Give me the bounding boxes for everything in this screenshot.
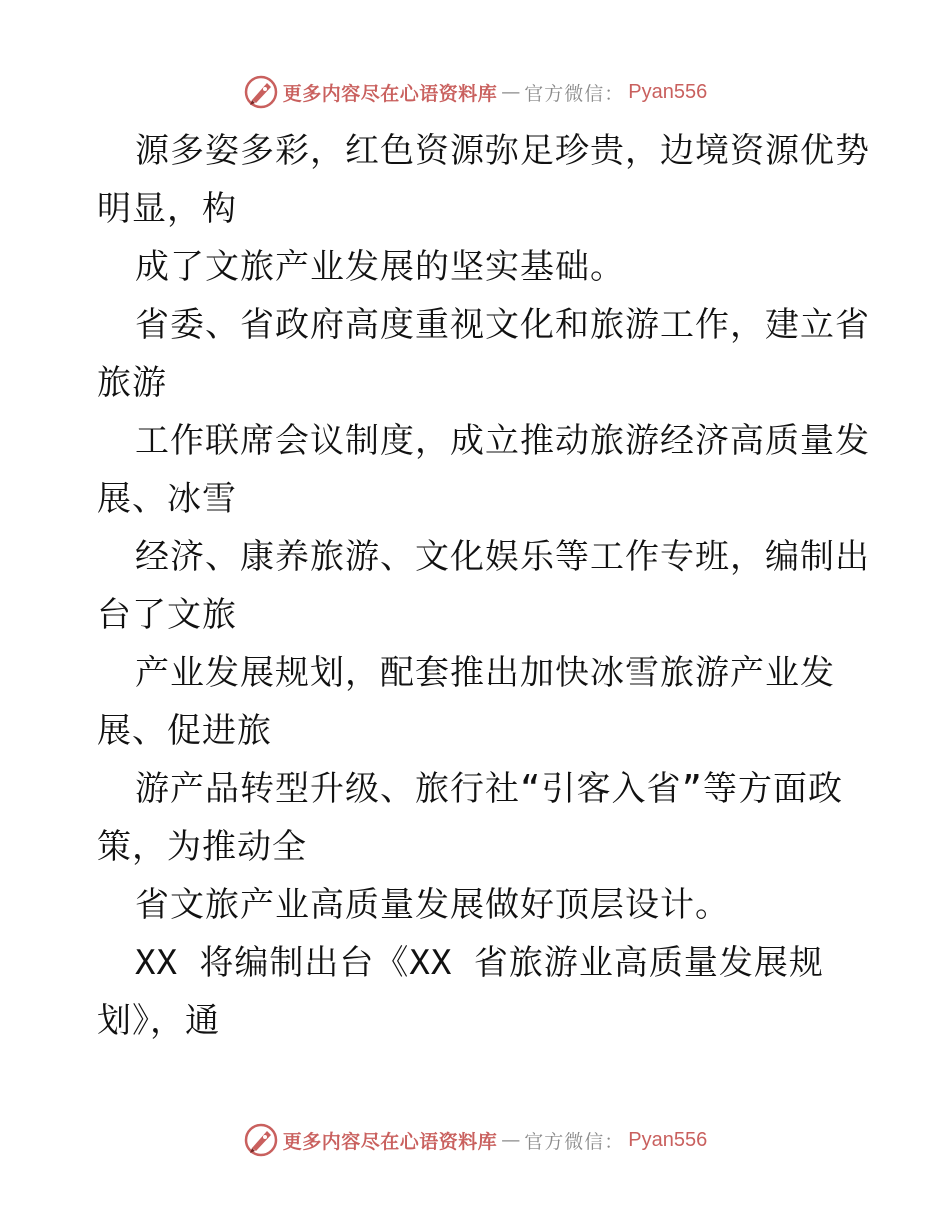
pen-logo-icon xyxy=(243,74,279,110)
paragraph-line: 成了文旅产业发展的坚实基础。 xyxy=(135,247,625,287)
paragraph-line: 经济、康养旅游、文化娱乐等工作专班，编制出 xyxy=(135,537,870,577)
paragraph-line: 旅游 xyxy=(97,363,167,403)
site-name-text: 更多内容尽在心语资料库 xyxy=(282,1130,498,1153)
paragraph-line: 源多姿多彩，红色资源弥足珍贵，边境资源优势 xyxy=(135,131,870,171)
paragraph-line: 划》，通 xyxy=(97,1001,220,1041)
paragraph-line: 省委、省政府高度重视文化和旅游工作，建立省 xyxy=(135,305,870,345)
header-banner xyxy=(0,70,950,114)
banner-separator: — xyxy=(501,81,521,103)
paragraph-line: 展、冰雪 xyxy=(97,479,237,519)
paragraph-line: 展、促进旅 xyxy=(97,711,272,751)
paragraph-line: 工作联席会议制度，成立推动旅游经济高质量发 xyxy=(135,421,870,461)
paragraph-line: 策，为推动全 xyxy=(97,827,307,867)
paragraph-line: 明显，构 xyxy=(97,189,237,229)
paragraph-line: 游产品转型升级、旅行社“引客入省”等方面政 xyxy=(135,769,843,809)
banner-separator: — xyxy=(501,1129,521,1151)
pen-logo-icon xyxy=(243,1122,279,1158)
paragraph-line: 台了文旅 xyxy=(97,595,237,635)
wechat-id-text: Pyan556 xyxy=(628,1128,708,1151)
paragraph-line: XX 将编制出台《XX 省旅游业高质量发展规 xyxy=(135,943,824,983)
header-banner-content xyxy=(243,74,708,110)
wechat-id-text: Pyan556 xyxy=(628,80,708,103)
official-wechat-label: 官方微信： xyxy=(524,1130,625,1153)
paragraph-line: 产业发展规划，配套推出加快冰雪旅游产业发 xyxy=(135,653,835,693)
site-name-text: 更多内容尽在心语资料库 xyxy=(282,82,498,105)
footer-banner-content xyxy=(243,1122,708,1158)
document-body xyxy=(97,122,870,1050)
footer-banner xyxy=(0,1118,950,1162)
paragraph-line: 省文旅产业高质量发展做好顶层设计。 xyxy=(135,885,730,925)
official-wechat-label: 官方微信： xyxy=(524,82,625,105)
